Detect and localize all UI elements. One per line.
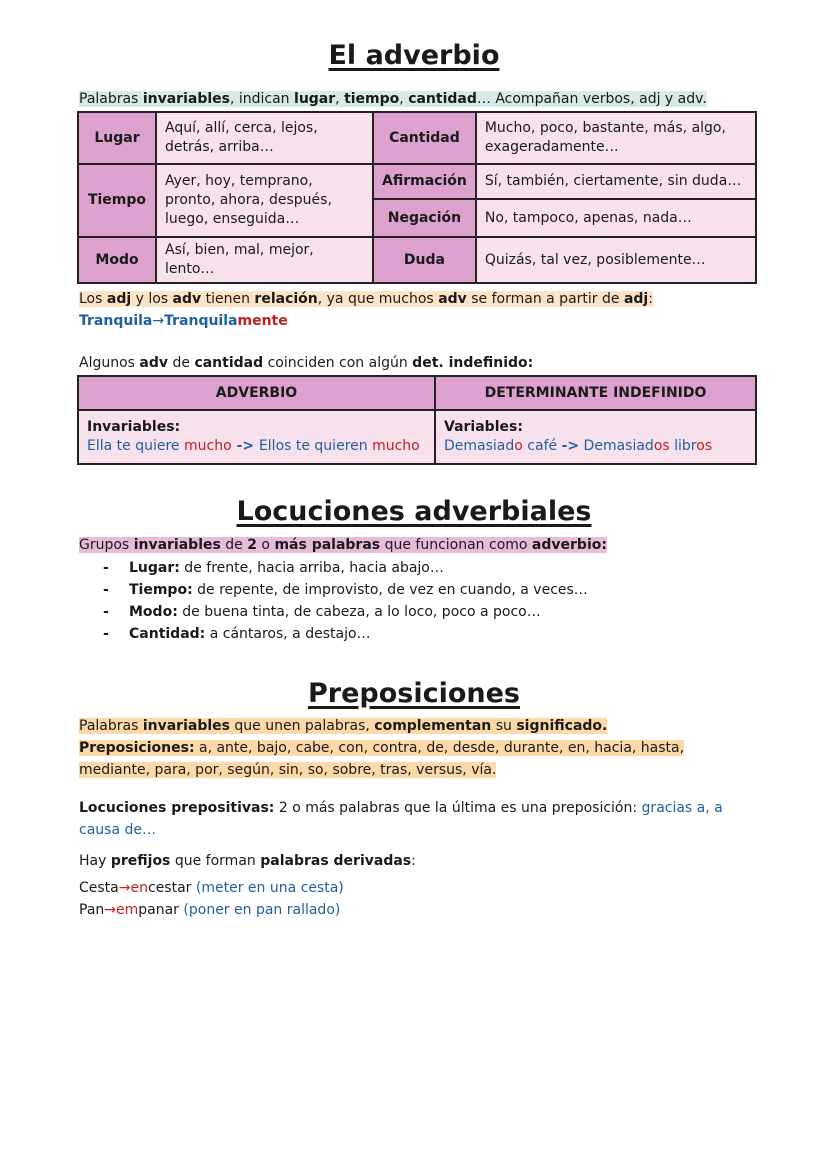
list-item: - Lugar: de frente, hacia arriba, hacia abajo…: [103, 557, 588, 579]
label-negacion: Negación: [373, 199, 476, 237]
title-locuciones: Locuciones adverbiales: [236, 496, 592, 527]
title-preposiciones: Preposiciones: [307, 678, 521, 709]
label-modo: Modo: [78, 237, 156, 283]
cell-afirmacion: Sí, también, ciertamente, sin duda…: [476, 164, 756, 199]
cell-negacion: No, tampoco, apenas, nada…: [476, 199, 756, 237]
header-adverbio: ADVERBIO: [78, 376, 435, 410]
list-item: - Cantidad: a cántaros, a destajo…: [103, 623, 588, 645]
prefijos-text: Hay prefijos que forman palabras derivadas:: [79, 853, 416, 869]
coinciden-text: Algunos adv de cantidad coinciden con algún det. indefinido:: [79, 355, 534, 371]
label-lugar: Lugar: [78, 112, 156, 164]
locuciones-list: [103, 557, 588, 645]
preposiciones-list-1: Preposiciones: a, ante, bajo, cabe, con, contra, de, desde, durante, en, hacia, hasta,: [79, 740, 685, 756]
preposiciones-list-2: mediante, para, por, según, sin, so, sobre, tras, versus, vía.: [79, 762, 497, 778]
adverb-types-table: [77, 111, 757, 284]
locuciones-intro: Grupos invariables de 2 o más palabras que funcionan como adverbio:: [79, 537, 607, 553]
cell-lugar: Aquí, allí, cerca, lejos, detrás, arriba…: [156, 112, 373, 164]
prefijo-example-2: Pan→empanar (poner en pan rallado): [79, 902, 341, 918]
relacion-example: Tranquila→Tranquilamente: [79, 313, 288, 329]
cell-modo: Así, bien, mal, mejor, lento…: [156, 237, 373, 283]
cell-duda: Quizás, tal vez, posiblemente…: [476, 237, 756, 283]
cell-invariables: Invariables: Ella te quiere mucho -> Ellos te quieren mucho: [78, 410, 435, 464]
label-cantidad: Cantidad: [373, 112, 476, 164]
label-tiempo: Tiempo: [78, 164, 156, 237]
label-duda: Duda: [373, 237, 476, 283]
preposiciones-def: Palabras invariables que unen palabras, complementan su significado.: [79, 718, 608, 734]
prefijo-example-1: Cesta→encestar (meter en una cesta): [79, 880, 344, 896]
header-determinante: DETERMINANTE INDEFINIDO: [435, 376, 756, 410]
relacion-text: Los adj y los adv tienen relación, ya que muchos adv se forman a partir de adj:: [79, 291, 653, 307]
cell-cantidad: Mucho, poco, bastante, más, algo, exageradamente…: [476, 112, 756, 164]
list-item: - Modo: de buena tinta, de cabeza, a lo loco, poco a poco…: [103, 601, 588, 623]
adverbio-intro: Palabras invariables, indican lugar, tiempo, cantidad… Acompañan verbos, adj y adv.: [79, 91, 707, 107]
locuciones-prepositivas: Locuciones prepositivas: 2 o más palabras que la última es una preposición: gracias a, a: [79, 800, 723, 816]
adv-vs-det-table: [77, 375, 757, 465]
title-adverbio: El adverbio: [328, 40, 500, 71]
list-item: - Tiempo: de repente, de improvisto, de vez en cuando, a veces…: [103, 579, 588, 601]
cell-variables: Variables: Demasiado café -> Demasiados libros: [435, 410, 756, 464]
label-afirmacion: Afirmación: [373, 164, 476, 199]
cell-tiempo: Ayer, hoy, temprano, pronto, ahora, después, luego, enseguida…: [156, 164, 373, 237]
locuciones-prepositivas-cont: causa de…: [79, 822, 156, 838]
